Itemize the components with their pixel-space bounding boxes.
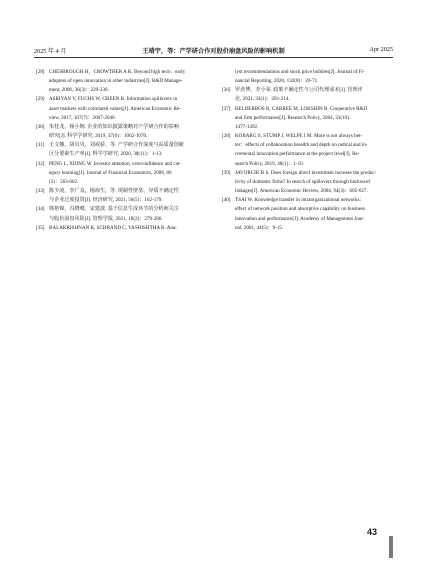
reference-text: TSAI W. Knowledge transfer in intraorganizational networks： effect of network position and absorptive capability on business innovation and performance[J]. Academy of Management Jour- nal, 2001, 44(5)：9-15. — [235, 197, 366, 231]
reference-item — [36, 187, 206, 205]
header-date-cn: 2025 年 4 月 — [34, 48, 67, 55]
reference-number: [39] — [222, 169, 231, 176]
reference-item — [222, 196, 392, 233]
reference-number: [40] — [222, 197, 231, 204]
reference-item — [36, 68, 206, 95]
header-article-title: 王靖宇，等：产学研合作对股价崩盘风险的影响机制 — [142, 48, 285, 55]
reference-number: [35] — [36, 224, 45, 231]
reference-text: ASRIYAN V, FUCHS W, GREEN B. Information spillovers in asset markets with correlated values[J]. American Economic Re- view, 2017, 107(7)：2007-2040. — [49, 96, 181, 121]
header-rule — [34, 57, 393, 58]
reference-item — [222, 105, 392, 132]
reference-number: [33] — [36, 188, 45, 195]
reference-item — [36, 205, 206, 223]
reference-number: [32] — [36, 160, 45, 167]
reference-item — [36, 141, 206, 159]
reference-text: BALAKRISHNAN K, SCHRAND C, VASHISHTHA R. Ana- — [49, 224, 177, 231]
reference-number: [37] — [222, 105, 231, 112]
references-right-column — [222, 68, 392, 233]
reference-text: CHESBROUGH H，CROWTHER A K. Beyond high tech：early adopters of open innovation in other industries[J]. R&D Manage- ment, 2006, 36(3)：229-236. — [49, 69, 186, 94]
references-left-column — [36, 68, 206, 233]
reference-text: BELDERBOS R, CARREE M, LOKSHIN B. Cooperative R&D and firm performance[J]. Research Policy, 2004, 33(10)： 1477-1492. — [235, 105, 368, 130]
reference-item — [36, 95, 206, 122]
page-edge-marker — [389, 536, 393, 558]
reference-text: JAVORCIK B S. Does foreign direct investment increase the produc- tivity of domestic firms? In search of spillovers through backward linkages[J]. American Economic Review, 2004, 94(3)：605-627. — [235, 169, 377, 195]
reference-number: [34] — [36, 206, 45, 213]
reference-text: 陈少凌，李广众，杨海生，等. 规制性壁垒、异质不确定性 与企业过度投资[J]. 经济研究, 2021, 56(5)：162-179. — [49, 188, 179, 204]
reference-number: [31] — [36, 142, 45, 149]
reference-text: 韩艳锦，冯晓晴，宋建波. 基于信息生成环节的分析师关注 与股价崩盘风险[J]. 管理学报, 2021, 18(2)：279-286. — [49, 206, 179, 222]
reference-text: 罗劲博，李小荣. 政策不确定性与公司代理成本[J]. 管理评 论, 2021, 33(1)：201-214. — [235, 87, 363, 103]
reference-text: PENG L, XIONG W. Investor attention, overconfidence and cat- egory learning[J]. Journal of Financial Economics, 2006, 80 (3)：563-602. — [49, 160, 181, 185]
reference-number: [30] — [36, 123, 45, 130]
reference-item — [222, 132, 392, 169]
reference-text: KOBARG S, STUMP J, WELPE I M. More is not always bet- ter：effects of collaboration breadth and depth on radical and in- cremental innovation performance at the project level[J]. Re- search Policy, 2019, 48(1)：1-10. — [235, 133, 368, 167]
reference-text: 朱桂龙，杨小婉. 企业的知识披露策略对产学研合作的影响 研究[J]. 科学学研究, 2019, 37(6)：1062-1070. — [49, 123, 179, 140]
reference-text: lyst recommendations and stock price bubbles[J]. Journal of Fi- nancial Reporting, 2020, 132(8)：20-71. — [235, 69, 365, 85]
reference-text: 王文娜，胡贝贝，刘戒骄，等. 产学研合作深度与高质量创新 区分要素生产率[J]. 科学学研究, 2020, 38(11)：1-13. — [49, 142, 184, 158]
reference-item — [222, 169, 392, 196]
reference-item-continued — [222, 68, 392, 86]
page-number: 43 — [366, 527, 377, 537]
reference-number: [38] — [222, 133, 231, 140]
reference-item — [36, 224, 206, 233]
reference-item — [36, 160, 206, 187]
header-date-en: Apr 2025 — [369, 46, 393, 53]
reference-number: [28] — [36, 69, 45, 75]
reference-number: [29] — [36, 96, 45, 103]
reference-item — [222, 86, 392, 104]
reference-item — [36, 123, 206, 141]
reference-number: [36] — [222, 87, 231, 94]
